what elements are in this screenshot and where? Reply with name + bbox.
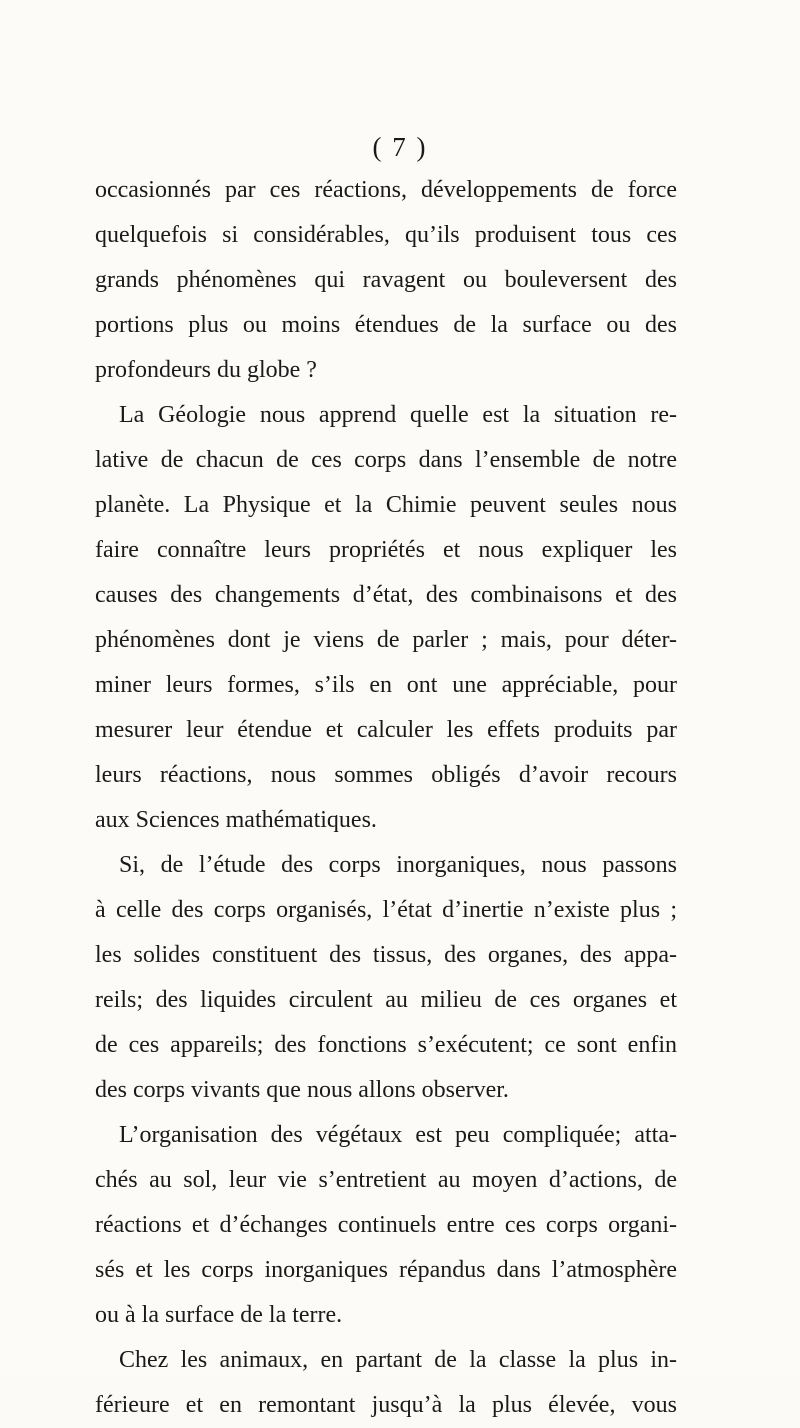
text-line: férieure et en remontant jusqu’à la plus élevée, vous [95, 1392, 677, 1418]
text-line: quelquefois si considérables, qu’ils produisent tous ces [95, 222, 677, 248]
text-line: mesurer leur étendue et calculer les effets produits par [95, 717, 677, 743]
text-line: sés et les corps inorganiques répandus dans l’atmosphère [95, 1257, 677, 1283]
text-line: chés au sol, leur vie s’entretient au moyen d’actions, de [95, 1167, 677, 1193]
text-line: La Géologie nous apprend quelle est la situation re- [119, 402, 677, 428]
text-line: profondeurs du globe ? [95, 357, 317, 383]
text-line: causes des changements d’état, des combinaisons et des [95, 582, 677, 608]
text-line: des corps vivants que nous allons observer. [95, 1077, 509, 1103]
text-line: planète. La Physique et la Chimie peuvent seules nous [95, 492, 677, 518]
text-line: portions plus ou moins étendues de la surface ou des [95, 312, 677, 338]
body-text [95, 168, 677, 1428]
text-line: occasionnés par ces réactions, développements de force [95, 177, 677, 203]
text-line: lative de chacun de ces corps dans l’ensemble de notre [95, 447, 677, 473]
text-line: phénomènes dont je viens de parler ; mais, pour déter- [95, 627, 677, 653]
text-line: les solides constituent des tissus, des organes, des appa- [95, 942, 677, 968]
text-line: aux Sciences mathématiques. [95, 807, 377, 833]
text-line: à celle des corps organisés, l’état d’inertie n’existe plus ; [95, 897, 677, 923]
text-line: ou à la surface de la terre. [95, 1302, 343, 1328]
text-line: leurs réactions, nous sommes obligés d’avoir recours [95, 762, 677, 788]
text-line: faire connaître leurs propriétés et nous expliquer les [95, 537, 677, 563]
text-line: L’organisation des végétaux est peu compliquée; atta- [119, 1122, 677, 1148]
page-number: ( 7 ) [372, 132, 428, 162]
text-line: miner leurs formes, s’ils en ont une appréciable, pour [95, 672, 677, 698]
text-line: Chez les animaux, en partant de la classe la plus in- [119, 1347, 677, 1373]
text-line: Si, de l’étude des corps inorganiques, nous passons [119, 852, 677, 878]
text-line: grands phénomènes qui ravagent ou bouleversent des [95, 267, 677, 293]
text-line: réactions et d’échanges continuels entre ces corps organi- [95, 1212, 677, 1238]
text-line: de ces appareils; des fonctions s’exécutent; ce sont enfin [95, 1032, 677, 1058]
text-line: reils; des liquides circulent au milieu de ces organes et [95, 987, 677, 1013]
